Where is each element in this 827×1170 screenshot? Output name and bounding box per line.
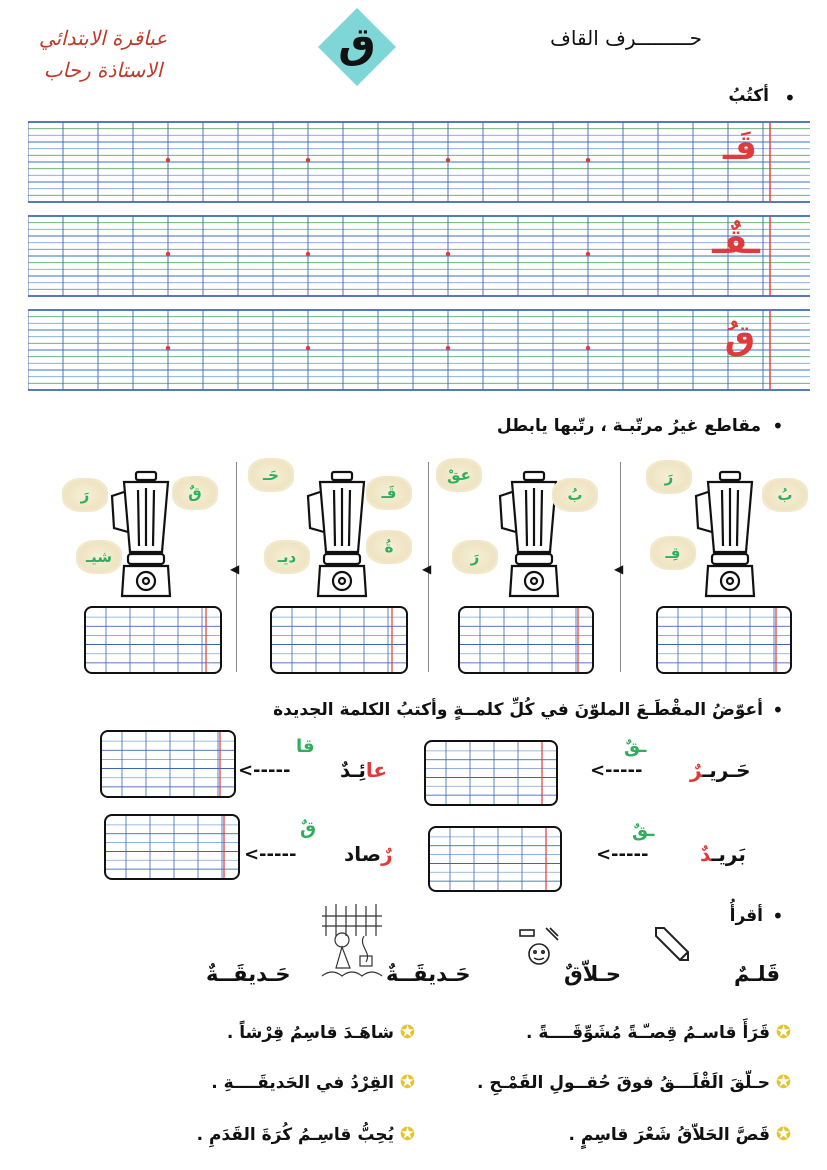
divider-arrow-icon: ◀ — [422, 562, 432, 576]
syllable-tile[interactable]: بُ — [552, 478, 598, 512]
sentence-text: قَصَّ الحَلاّقُ شَعْرَ قاسِمٍ . — [568, 1125, 770, 1145]
sentence-text: قَرَأَ قاسـمُ قِصـّـةً مُشَوِّقَــــةً . — [525, 1023, 770, 1043]
model-letter-2: ـقٌـ — [712, 222, 760, 262]
word — [344, 842, 393, 866]
syllable-tile[interactable]: عقْ — [436, 458, 482, 492]
arrow: -----> — [244, 844, 297, 865]
star-icon: ✪ — [775, 1022, 791, 1043]
bullet: • — [772, 698, 784, 722]
sentence-text: حـلّقَ الَقْلَـــقُ فوقَ حُقــولِ القَمْـحِ . — [477, 1073, 770, 1093]
read-word: حَـديقَــةٌ — [206, 962, 291, 986]
syllable-tile[interactable]: ةُ — [366, 530, 412, 564]
sentence — [211, 1072, 415, 1093]
word-prefix: حَـريـ — [702, 758, 751, 782]
syllable-tile[interactable]: شيـ — [76, 540, 122, 574]
star-icon: ✪ — [399, 1022, 415, 1043]
new-syllable: قا — [296, 736, 315, 757]
star-icon: ✪ — [399, 1124, 415, 1145]
badge-letter: ق — [338, 18, 376, 67]
syllable-tile[interactable]: قَـ — [366, 476, 412, 510]
handwriting-grid-1 — [28, 120, 810, 204]
new-syllable: قٌ — [300, 818, 317, 839]
arrow: -----> — [238, 760, 291, 781]
model-letter-3: قُ — [724, 318, 756, 358]
arrow: -----> — [596, 844, 649, 865]
answer-box[interactable] — [104, 814, 240, 880]
answer-box[interactable] — [424, 740, 558, 806]
divider-arrow-icon: ◀ — [230, 562, 240, 576]
blender-icon — [690, 470, 770, 600]
sentence-text: يُحِبُّ قاسِـمُ كُرَةَ القَدَمِ . — [196, 1125, 394, 1145]
new-syllable: ـقٌ — [624, 736, 647, 757]
sentence-text: القِرْدُ في الحَديقَــــةِ . — [211, 1073, 394, 1093]
section-replace-title: أعوّضُ المقْطَـعَ الملوّنَ في كُلِّ كلمــةٍ وأكتبُ الكلمة الجديدة — [273, 700, 763, 720]
word-rest: ئِـدٌ — [340, 758, 366, 782]
bullet: • — [772, 414, 784, 438]
answer-box[interactable] — [100, 730, 236, 798]
page-title: حـــــــــرف القاف — [550, 26, 702, 50]
word-colored-syllable: دٌ — [700, 842, 712, 866]
answer-box[interactable] — [428, 826, 562, 892]
sentence — [197, 1124, 415, 1145]
star-icon: ✪ — [399, 1072, 415, 1093]
sentence — [477, 1072, 791, 1093]
syllable-tile[interactable]: حَـ — [248, 458, 294, 492]
word-colored-syllable: رٌ — [690, 758, 703, 782]
barber-icon — [516, 924, 562, 970]
section-syllables-title: مقاطع غيرُ مرتّبـة ، رتّبها يابطل — [496, 416, 761, 436]
sentence — [526, 1022, 791, 1043]
word-rest: صاد — [344, 842, 382, 866]
answer-box[interactable] — [84, 606, 222, 674]
bullet: • — [772, 904, 784, 928]
syllable-tile[interactable]: قِـ — [650, 536, 696, 570]
signature-line-1: عباقرة الابتدائي — [38, 26, 168, 50]
sentence-text: شاهَـدَ قاسِمُ قِرْشاً . — [226, 1023, 394, 1043]
sentence — [227, 1022, 415, 1043]
bullet: • — [784, 86, 796, 110]
new-syllable: ـقٌ — [632, 820, 655, 841]
answer-box[interactable] — [270, 606, 408, 674]
read-word: قَلـمٌ — [734, 962, 780, 986]
read-word: حـلاّقٌ — [564, 962, 622, 986]
syllable-tile[interactable]: رَ — [452, 540, 498, 574]
word — [340, 758, 387, 782]
star-icon: ✪ — [775, 1124, 791, 1145]
star-icon: ✪ — [775, 1072, 791, 1093]
word-colored-syllable: رٌ — [381, 842, 393, 866]
syllable-tile[interactable]: قٌ — [172, 476, 218, 510]
divider-arrow-icon: ◀ — [614, 562, 624, 576]
answer-box[interactable] — [656, 606, 792, 674]
syllable-tile[interactable]: بُ — [762, 478, 808, 512]
word — [700, 842, 746, 866]
arrow: -----> — [590, 760, 643, 781]
model-letter-1: قَـ — [723, 128, 757, 168]
handwriting-grid-2 — [28, 214, 810, 298]
syllable-tile[interactable]: ديـ — [264, 540, 310, 574]
word-colored-syllable: عا — [365, 758, 388, 782]
section-write-title: أكتُبُ — [728, 86, 769, 106]
answer-box[interactable] — [458, 606, 594, 674]
section-read-title: أقرأُ — [729, 906, 763, 926]
garden-icon — [318, 896, 386, 986]
signature — [28, 22, 178, 86]
handwriting-grid-3 — [28, 308, 810, 392]
signature-line-2: الاستاذة رحاب — [43, 58, 163, 82]
syllable-tile[interactable]: رَ — [62, 478, 108, 512]
word-prefix: بَريـ — [711, 842, 746, 866]
syllable-tile[interactable]: رَ — [646, 460, 692, 494]
read-word: حَـديقَــةٌ — [386, 962, 471, 986]
pencil-icon — [652, 924, 692, 964]
sentence — [569, 1124, 792, 1145]
word — [690, 758, 751, 782]
